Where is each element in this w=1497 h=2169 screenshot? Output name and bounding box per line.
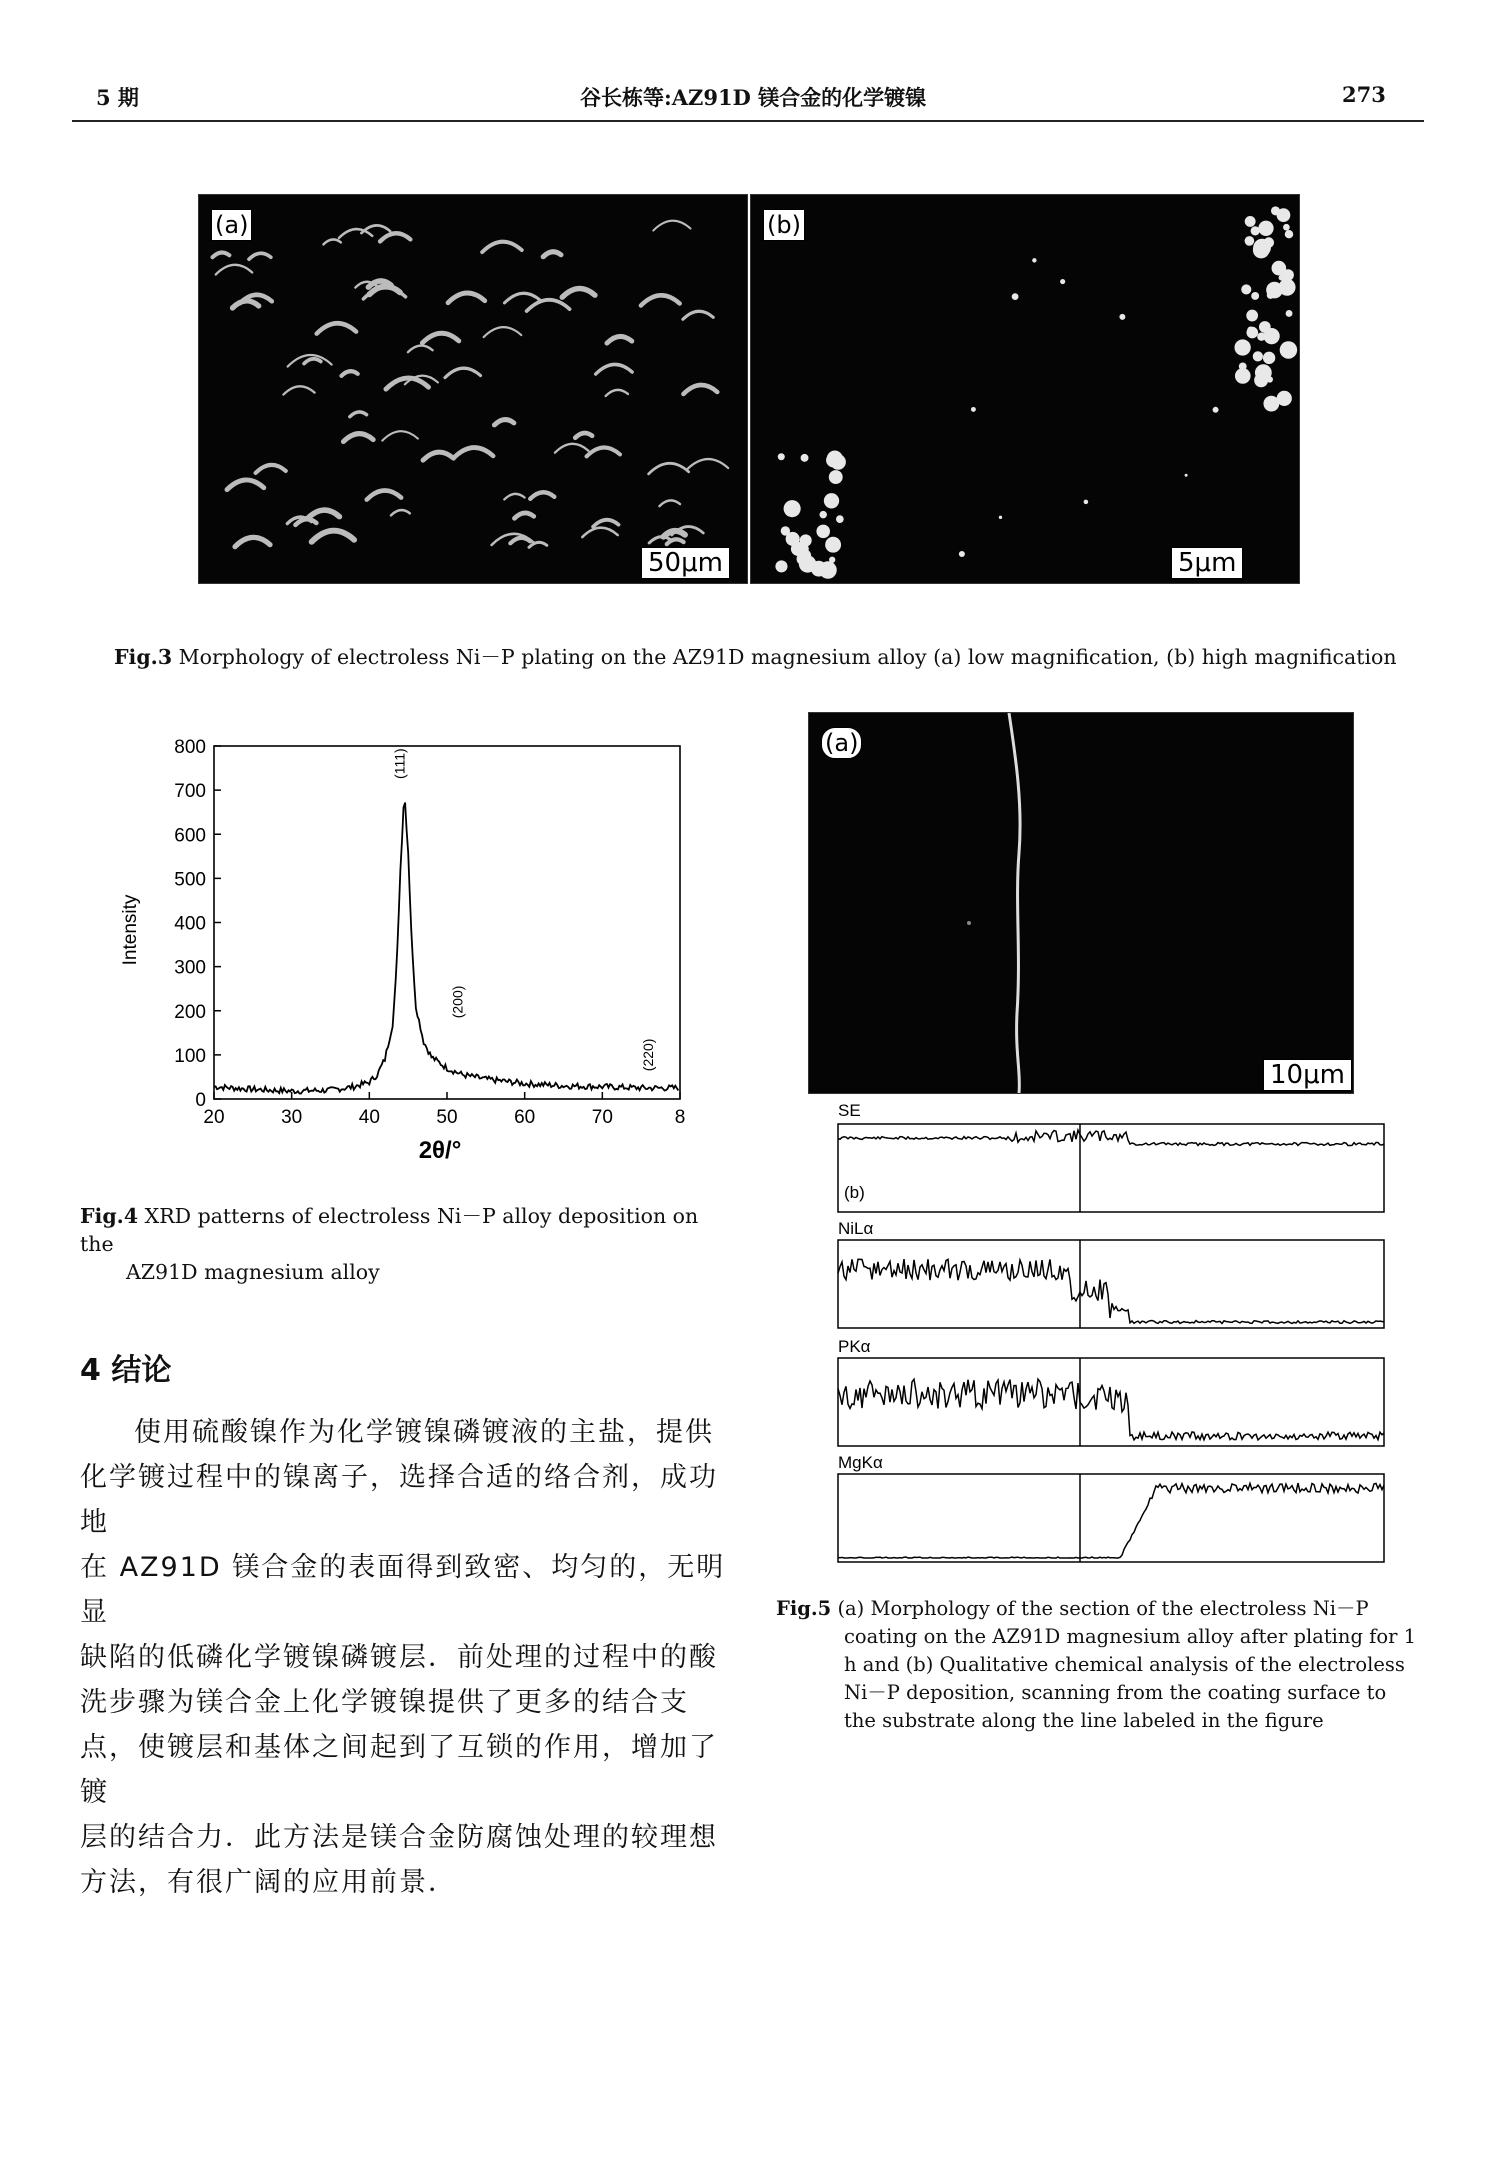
- nodule: [999, 516, 1002, 519]
- fig3b-scale-bar: 5μm: [1171, 547, 1243, 579]
- y-tick-label: 600: [174, 825, 206, 847]
- grain-highlight: [304, 359, 321, 364]
- nodule: [1012, 293, 1019, 300]
- trace-label-p: PKα: [838, 1337, 871, 1356]
- fig3-caption-text: Morphology of electroless Ni－P plating on the AZ91D magnesium alloy (a) low magnification, (b) high magnification: [178, 645, 1397, 669]
- coating-interface-line: [1009, 713, 1020, 1093]
- fig5-caption-label: Fig.5: [776, 1597, 832, 1620]
- grain-highlight: [659, 500, 680, 506]
- nodule: [1280, 341, 1297, 358]
- grain-highlight: [663, 531, 685, 537]
- nodule: [1245, 216, 1256, 227]
- nodule: [829, 470, 843, 484]
- fig5-panel-a: [808, 712, 1354, 1094]
- nodule: [1234, 339, 1250, 355]
- fig3a-label: (a): [211, 209, 252, 241]
- grain-highlight: [683, 385, 717, 394]
- fig5b-label: (b): [844, 1183, 865, 1202]
- fig5-caption-line: h and (b) Qualitative chemical analysis of the electroless: [844, 1653, 1405, 1676]
- x-axis-label: 2θ/°: [418, 1137, 462, 1164]
- nodule: [1032, 258, 1036, 262]
- nodule: [1247, 326, 1254, 333]
- nodule: [784, 500, 801, 517]
- x-tick-label: 70: [591, 1107, 613, 1128]
- grain-highlight: [307, 510, 339, 519]
- y-tick-label: 800: [174, 737, 206, 758]
- section-body: [80, 1410, 730, 1905]
- grain-highlight: [454, 448, 494, 458]
- grain-highlight: [350, 412, 367, 417]
- grain-highlight: [593, 520, 618, 527]
- trace-label-se: SE: [838, 1101, 861, 1120]
- nodule: [1285, 230, 1293, 238]
- nodule: [1279, 275, 1285, 281]
- fig5a-micrograph: [809, 713, 1353, 1093]
- nodule: [1060, 279, 1065, 284]
- page-number: 273: [1342, 82, 1386, 107]
- fig4-caption-label: Fig.4: [80, 1204, 139, 1228]
- trace-mg: [838, 1483, 1384, 1558]
- grain-highlight: [408, 345, 433, 352]
- trace-label-ni: NiLα: [838, 1219, 874, 1238]
- fig5a-label: (a): [821, 727, 862, 759]
- fig3b-micrograph: [751, 195, 1299, 583]
- nodule: [1283, 224, 1290, 231]
- fig4-caption-line1: XRD patterns of electroless Ni－P alloy deposition on the: [80, 1204, 699, 1256]
- grain-highlight: [391, 510, 410, 515]
- xrd-series-line: [214, 803, 678, 1094]
- grain-highlight: [484, 327, 522, 337]
- grain-highlight: [382, 431, 418, 440]
- nodule: [1263, 352, 1275, 364]
- nodule: [819, 561, 837, 579]
- body-line: 使用硫酸镍作为化学镀镍磷镀液的主盐，提供: [134, 1417, 714, 1448]
- x-tick-label: 40: [358, 1107, 380, 1128]
- grain-highlight: [233, 301, 259, 308]
- nodule: [824, 493, 839, 508]
- grain-highlight: [641, 295, 680, 305]
- plot-frame: [214, 746, 680, 1099]
- y-tick-label: 200: [174, 1001, 206, 1023]
- nodule: [1245, 236, 1255, 246]
- running-title: 谷长栋等:AZ91D 镁合金的化学镀镍: [580, 85, 927, 110]
- grain-highlight: [582, 528, 617, 537]
- fig3a-micrograph: [199, 195, 747, 583]
- peak-annotation: (220): [639, 1038, 656, 1072]
- trace-frame-mg: [838, 1474, 1384, 1562]
- fig5b-eds-linescan: [830, 1098, 1390, 1588]
- nodule: [1119, 314, 1125, 320]
- grain-highlight: [587, 448, 620, 457]
- nodule: [801, 454, 809, 462]
- nodule: [1213, 407, 1219, 413]
- y-tick-label: 300: [174, 957, 206, 979]
- grain-highlight: [216, 265, 253, 275]
- nodule: [1251, 226, 1260, 235]
- grain-highlight: [445, 368, 481, 377]
- trace-ni: [838, 1259, 1384, 1323]
- grain-highlight: [667, 539, 684, 544]
- y-axis-label: Intensity: [120, 894, 141, 966]
- body-line: 在 AZ91D 镁合金的表面得到致密、均匀的，无明显: [80, 1552, 726, 1628]
- nodule: [1266, 282, 1283, 299]
- x-tick-label: 50: [436, 1107, 458, 1128]
- fig4-caption: [80, 1202, 720, 1286]
- grain-highlight: [527, 300, 570, 311]
- nodule: [1258, 221, 1273, 236]
- grain-highlight: [504, 494, 524, 500]
- nodule: [1084, 500, 1089, 505]
- trace-label-mg: MgKα: [838, 1453, 883, 1472]
- grain-highlight: [227, 480, 264, 490]
- x-tick-label: 30: [281, 1107, 303, 1128]
- grain-highlight: [343, 434, 373, 442]
- body-line: 洗步骤为镁合金上化学镀镍提供了更多的结合支: [80, 1687, 689, 1718]
- body-line: 化学镀过程中的镍离子，选择合适的络合剂，成功地: [80, 1462, 718, 1538]
- nodule: [1263, 396, 1279, 412]
- grain-highlight: [494, 420, 514, 425]
- nodule: [780, 564, 787, 571]
- grain-highlight: [530, 492, 554, 499]
- body-line: 缺陷的低磷化学镀镍磷镀层．前处理的过程中的酸: [80, 1642, 718, 1673]
- grain-highlight: [514, 513, 533, 518]
- nodule: [1251, 292, 1259, 300]
- grain-highlight: [422, 333, 459, 343]
- nodule: [818, 526, 826, 534]
- trace-p: [838, 1379, 1384, 1440]
- y-tick-label: 0: [195, 1090, 206, 1111]
- nodule: [829, 557, 835, 563]
- peak-annotation: (111): [391, 748, 408, 779]
- nodule: [786, 532, 800, 546]
- issue-number: 5 期: [96, 85, 139, 110]
- speck: [967, 921, 971, 925]
- body-line: 点，使镀层和基体之间起到了互锁的作用，增加了镀: [80, 1732, 718, 1808]
- grain-highlight: [341, 371, 357, 376]
- nodule: [1185, 474, 1188, 477]
- peak-annotation: (200): [449, 985, 466, 1019]
- nodule: [1235, 368, 1251, 384]
- fig5a-scale-bar: 10μm: [1263, 1059, 1352, 1091]
- nodule: [971, 407, 976, 412]
- grain-highlight: [683, 311, 713, 319]
- grain-highlight: [482, 242, 522, 252]
- grain-highlight: [339, 229, 372, 238]
- fig3-panel-b: [750, 194, 1300, 584]
- fig3b-label: (b): [763, 209, 805, 241]
- section-heading: 4 结论: [80, 1353, 172, 1388]
- header-rule: [72, 120, 1424, 122]
- nodule: [1253, 239, 1271, 257]
- grain-highlight: [575, 433, 592, 438]
- grain-highlight: [649, 463, 689, 474]
- y-tick-label: 400: [174, 913, 206, 935]
- x-tick-label: 60: [514, 1107, 536, 1128]
- grain-highlight: [607, 336, 632, 343]
- grain-highlight: [256, 465, 286, 473]
- grain-highlight: [529, 542, 547, 547]
- nodule: [1286, 310, 1293, 317]
- nodule: [1241, 284, 1251, 294]
- grain-highlight: [369, 286, 400, 294]
- nodule: [836, 515, 844, 523]
- grain-highlight: [380, 233, 410, 241]
- body-line: 层的结合力．此方法是镁合金防腐蚀处理的较理想: [80, 1822, 718, 1853]
- grain-highlight: [423, 452, 453, 460]
- body-line: 方法，有很广阔的应用前景．: [80, 1867, 457, 1898]
- nodule: [1277, 208, 1291, 222]
- y-tick-label: 100: [174, 1045, 206, 1067]
- y-tick-label: 500: [174, 869, 206, 891]
- grain-highlight: [283, 386, 314, 394]
- grain-highlight: [312, 531, 355, 542]
- nodule: [778, 453, 785, 460]
- x-tick-label: 8: [674, 1107, 686, 1128]
- fig3-caption: [114, 643, 1414, 671]
- fig5-caption-line: (a) Morphology of the section of the electroless Ni－P: [837, 1597, 1369, 1620]
- fig4-caption-line2: AZ91D magnesium alloy: [126, 1260, 380, 1284]
- grain-highlight: [235, 537, 270, 546]
- nodule: [826, 453, 840, 467]
- fig3-caption-label: Fig.3: [114, 645, 173, 669]
- grain-highlight: [448, 293, 485, 303]
- fig3-panel-a: [198, 194, 748, 584]
- nodule: [1247, 312, 1254, 319]
- fig3a-scale-bar: 50μm: [641, 547, 730, 579]
- grain-highlight: [555, 444, 588, 453]
- grain-highlight: [562, 288, 595, 297]
- y-tick-label: 700: [174, 781, 206, 803]
- fig5-caption-line: coating on the AZ91D magnesium alloy after plating for 1: [844, 1625, 1417, 1648]
- grain-highlight: [543, 252, 561, 257]
- nodule: [959, 551, 965, 557]
- fig5-caption-line: Ni－P deposition, scanning from the coating surface to: [844, 1681, 1387, 1704]
- x-tick-label: 20: [203, 1107, 225, 1128]
- fig5-caption: [776, 1595, 1426, 1735]
- grain-highlight: [317, 323, 357, 333]
- nodule: [1264, 328, 1280, 344]
- trace-se: [838, 1130, 1384, 1145]
- nodule: [825, 537, 841, 553]
- grain-highlight: [686, 459, 728, 470]
- fig5-caption-line: the substrate along the line labeled in the figure: [844, 1709, 1324, 1732]
- grain-highlight: [504, 293, 540, 303]
- grain-highlight: [367, 490, 401, 499]
- grain-highlight: [653, 221, 690, 231]
- grain-highlight: [323, 239, 340, 244]
- grain-highlight: [249, 253, 271, 259]
- nodule: [1272, 261, 1287, 276]
- trace-frame-se: [838, 1124, 1384, 1212]
- nodule: [1267, 376, 1273, 382]
- grain-highlight: [606, 390, 628, 396]
- nodule: [819, 511, 826, 518]
- nodule: [1253, 351, 1263, 361]
- grain-highlight: [213, 252, 230, 257]
- grain-highlight: [596, 364, 632, 374]
- fig4-xrd-chart: [110, 730, 700, 1170]
- grain-highlight: [510, 538, 530, 544]
